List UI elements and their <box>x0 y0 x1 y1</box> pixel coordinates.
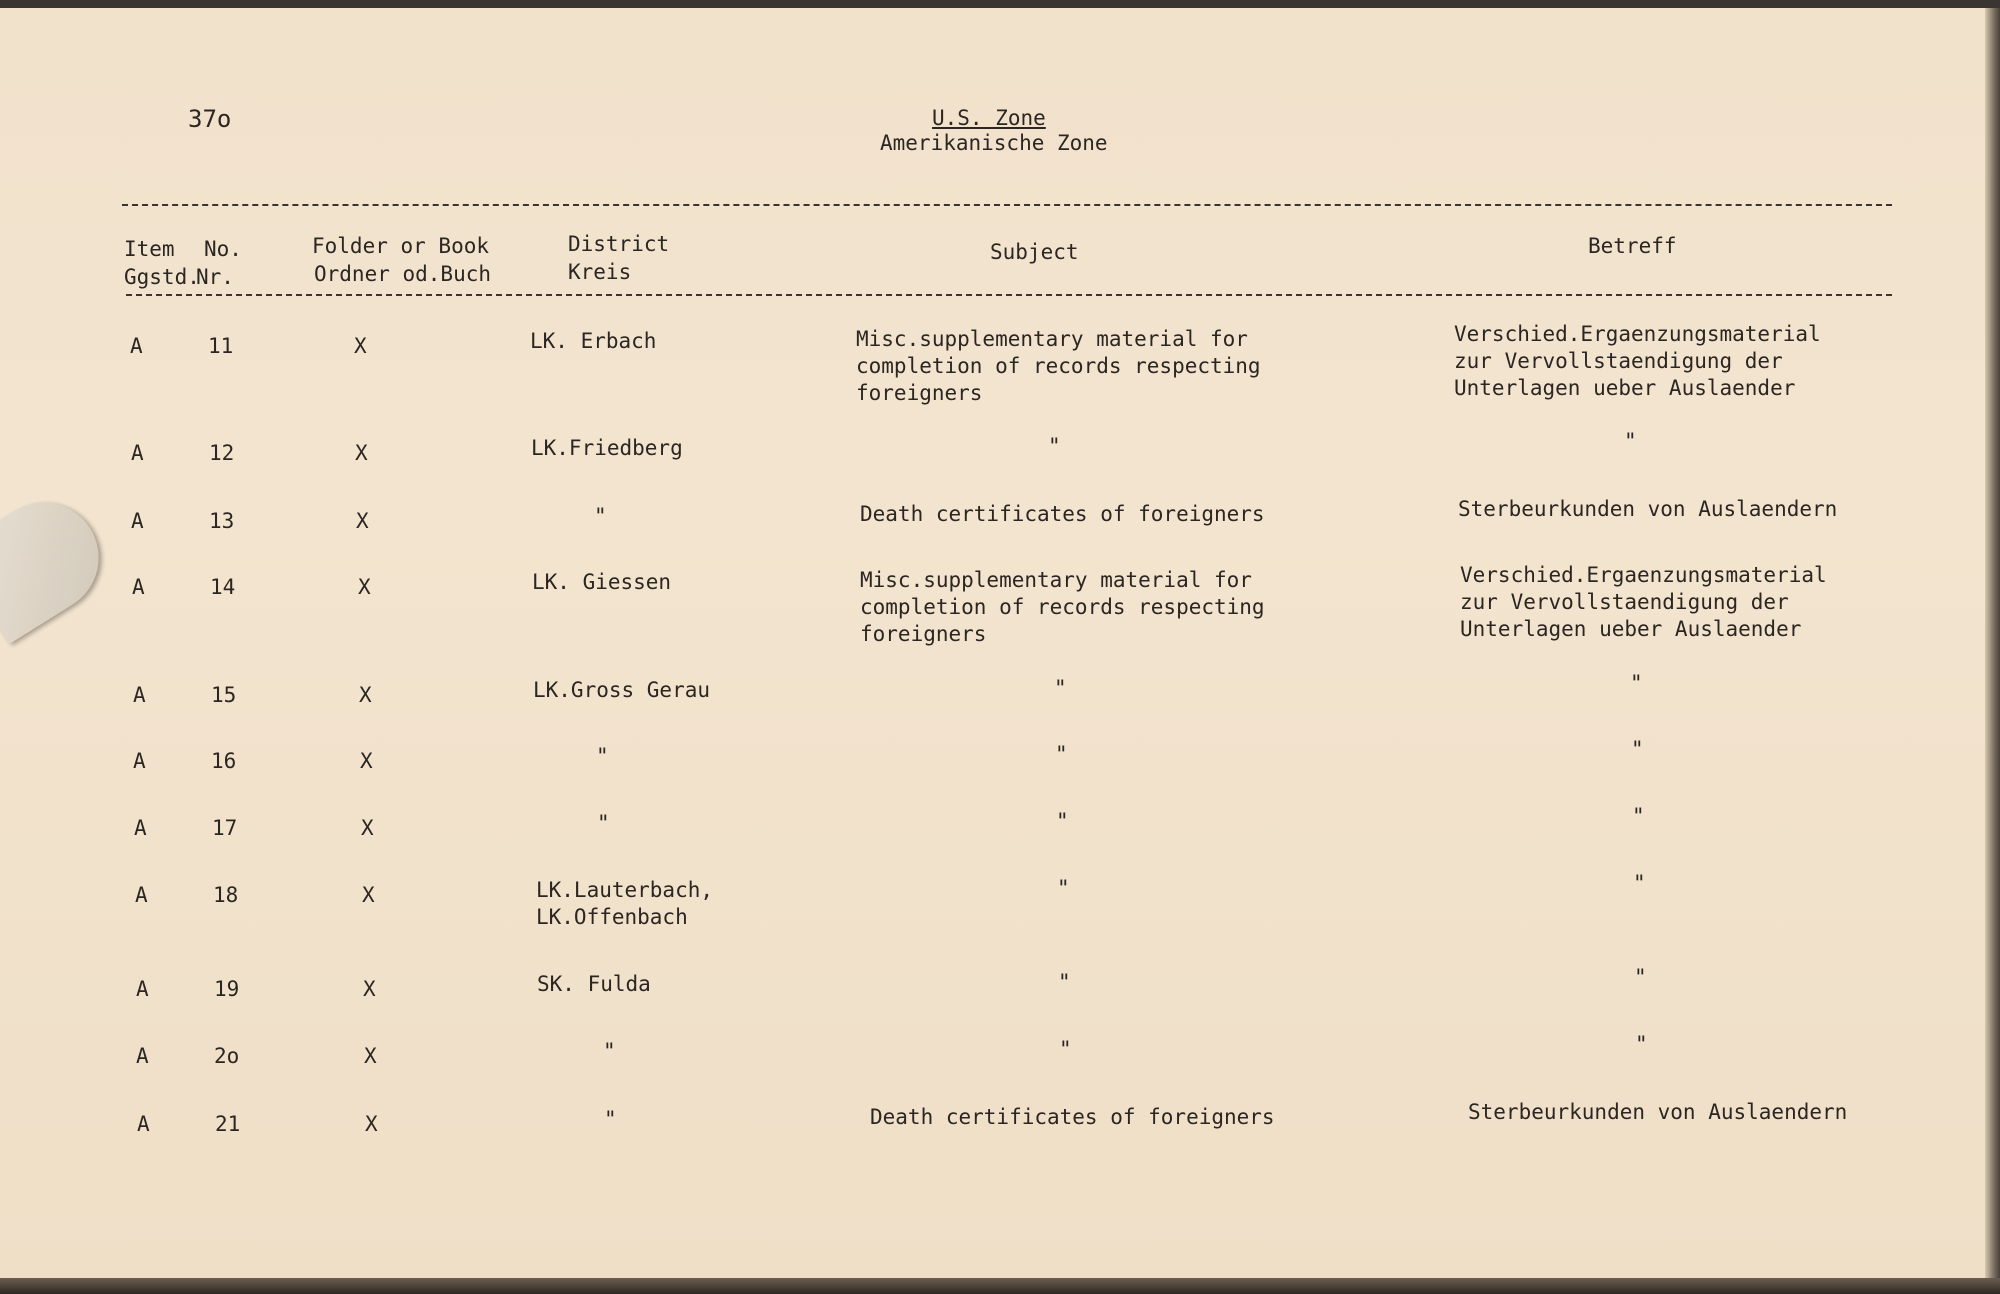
cell-betreff: " <box>1633 871 1646 895</box>
cell-item: A <box>135 883 148 907</box>
page-edge <box>1985 8 2000 1278</box>
cell-no: 12 <box>209 441 235 465</box>
cell-subject: " <box>1057 876 1070 900</box>
cell-folder: X <box>364 1044 377 1068</box>
header-district: District <box>568 232 670 256</box>
cell-betreff: " <box>1630 671 1643 695</box>
cell-no: 14 <box>210 575 236 599</box>
cell-folder: X <box>361 816 374 840</box>
cell-item: A <box>133 749 146 773</box>
cell-item: A <box>136 1044 149 1068</box>
cell-district: " <box>604 1107 617 1131</box>
bottom-strip <box>0 1278 2000 1294</box>
cell-district: SK. Fulda <box>537 972 651 996</box>
cell-subject: " <box>1056 809 1069 833</box>
header-folder: Folder or Book <box>312 234 490 258</box>
cell-betreff: " <box>1632 804 1645 828</box>
header-no: No. <box>204 237 242 261</box>
zone-subtitle: Amerikanische Zone <box>880 131 1108 155</box>
page-number: 37o <box>188 105 232 133</box>
cell-district: " <box>596 744 609 768</box>
cell-folder: X <box>359 683 372 707</box>
cell-district: LK.Gross Gerau <box>533 678 711 702</box>
cell-no: 18 <box>213 883 239 907</box>
cell-item: A <box>131 441 144 465</box>
cell-subject: " <box>1058 970 1071 994</box>
cell-no: 21 <box>215 1112 241 1136</box>
cell-district: LK.Lauterbach, LK.Offenbach <box>536 878 714 929</box>
zone-title: U.S. Zone <box>932 106 1046 130</box>
cell-item: A <box>130 334 143 358</box>
header-ordner: Ordner od.Buch <box>314 262 492 286</box>
header-nr: Nr. <box>196 265 234 289</box>
cell-subject: Misc.supplementary material for completion of records respecting foreigners <box>860 568 1265 646</box>
cell-item: A <box>132 575 145 599</box>
cell-item: A <box>136 977 149 1001</box>
cell-betreff: " <box>1635 1032 1648 1056</box>
header-ggstd: Ggstd. <box>124 265 200 289</box>
cell-betreff: " <box>1634 965 1647 989</box>
cell-folder: X <box>356 509 369 533</box>
paper-clip <box>0 482 119 644</box>
cell-no: 11 <box>208 334 234 358</box>
cell-district: LK. Giessen <box>532 570 672 594</box>
cell-subject: " <box>1048 434 1061 458</box>
cell-folder: X <box>362 883 375 907</box>
cell-betreff: Sterbeurkunden von Auslaendern <box>1468 1100 1848 1124</box>
cell-subject: " <box>1054 676 1067 700</box>
cell-betreff: Sterbeurkunden von Auslaendern <box>1458 497 1838 521</box>
cell-item: A <box>134 816 147 840</box>
header-item: Item <box>124 237 175 261</box>
cell-folder: X <box>363 977 376 1001</box>
cell-betreff: Verschied.Ergaenzungsmaterial zur Vervollstaendigung der Unterlagen ueber Auslaender <box>1460 563 1827 641</box>
cell-no: 19 <box>214 977 240 1001</box>
cell-folder: X <box>354 334 367 358</box>
cell-item: A <box>131 509 144 533</box>
cell-no: 16 <box>211 749 237 773</box>
cell-folder: X <box>365 1112 378 1136</box>
cell-subject: " <box>1055 742 1068 766</box>
header-kreis: Kreis <box>568 260 632 284</box>
cell-no: 17 <box>212 816 238 840</box>
cell-folder: X <box>360 749 373 773</box>
cell-subject: Death certificates of foreigners <box>860 502 1265 526</box>
cell-district: " <box>603 1039 616 1063</box>
document-page <box>0 8 1985 1278</box>
cell-subject: " <box>1059 1037 1072 1061</box>
cell-no: 2o <box>214 1044 240 1068</box>
cell-no: 13 <box>209 509 235 533</box>
cell-district: " <box>597 811 610 835</box>
cell-betreff: " <box>1631 737 1644 761</box>
cell-betreff: Verschied.Ergaenzungsmaterial zur Vervollstaendigung der Unterlagen ueber Auslaender <box>1454 322 1821 400</box>
cell-no: 15 <box>211 683 237 707</box>
header-bottom-rule <box>126 294 1892 296</box>
header-betreff: Betreff <box>1588 234 1677 258</box>
cell-subject: Misc.supplementary material for completion of records respecting foreigners <box>856 327 1261 405</box>
cell-subject: Death certificates of foreigners <box>870 1105 1275 1129</box>
cell-item: A <box>137 1112 150 1136</box>
cell-betreff: " <box>1624 429 1637 453</box>
cell-district: LK.Friedberg <box>531 436 683 460</box>
cell-folder: X <box>355 441 368 465</box>
cell-folder: X <box>358 575 371 599</box>
cell-district: LK. Erbach <box>530 329 657 353</box>
header-top-rule <box>122 204 1892 206</box>
header-subject: Subject <box>990 240 1079 264</box>
cell-item: A <box>133 683 146 707</box>
cell-district: " <box>594 504 607 528</box>
